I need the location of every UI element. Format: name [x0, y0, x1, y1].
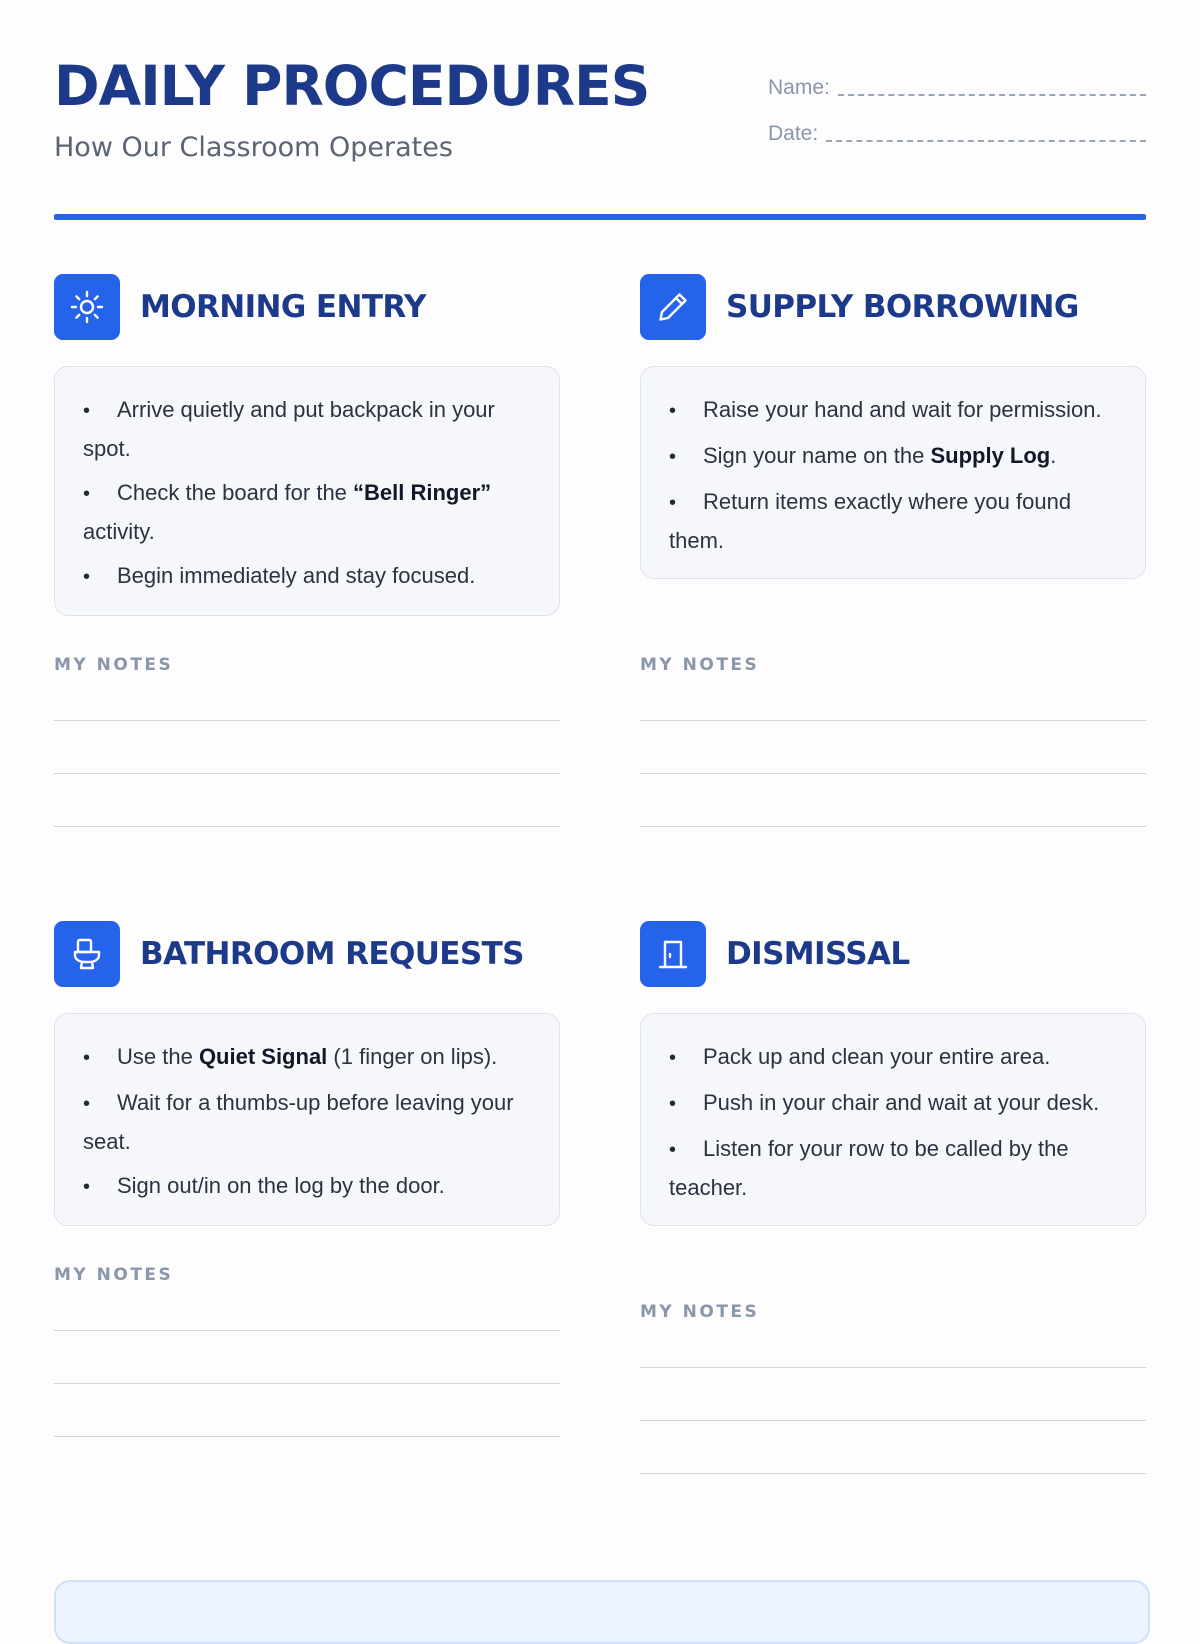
procedure-item: [669, 1038, 1119, 1077]
note-line[interactable]: [54, 1383, 560, 1384]
item-text: Check the board for the: [117, 480, 354, 505]
procedure-list: [83, 391, 533, 596]
section-title: DISMISSAL: [726, 936, 910, 972]
note-line[interactable]: [640, 826, 1146, 827]
date-label: Date:: [768, 122, 819, 145]
name-label: Name:: [768, 76, 830, 99]
item-text: Push in your chair and wait at your desk.: [703, 1090, 1100, 1115]
item-text: Listen for your row to be called by the teacher.: [669, 1136, 1069, 1200]
emphasized-text: Supply Log: [930, 443, 1051, 468]
date-blank-line[interactable]: [826, 140, 1146, 142]
date-field[interactable]: [768, 114, 1146, 148]
note-line[interactable]: [640, 773, 1146, 774]
notes-area: [640, 654, 1146, 834]
worksheet-header: [54, 52, 1146, 222]
notes-area: [54, 1264, 560, 1444]
procedure-list: [83, 1038, 533, 1206]
emphasized-text: Quiet Signal: [198, 1044, 328, 1069]
procedure-item: [83, 557, 533, 596]
toilet-icon: [54, 921, 120, 987]
item-text: (1 finger on lips).: [327, 1044, 498, 1069]
procedure-item: [669, 437, 1119, 476]
name-field[interactable]: [768, 68, 1146, 102]
notes-area: [640, 1301, 1146, 1481]
item-text: Pack up and clean your entire area.: [703, 1044, 1051, 1069]
section-header: [640, 921, 1146, 987]
note-line[interactable]: [640, 1473, 1146, 1474]
note-line[interactable]: [54, 1436, 560, 1437]
section-title: MORNING ENTRY: [140, 289, 426, 325]
item-text: Arrive quietly and put backpack in your spot.: [83, 397, 495, 461]
note-line[interactable]: [640, 1420, 1146, 1421]
procedure-item: [669, 483, 1119, 559]
item-text: Return items exactly where you found them.: [669, 489, 1072, 553]
procedure-card: [640, 1013, 1146, 1226]
procedure-item: [669, 1084, 1119, 1123]
note-line[interactable]: [54, 720, 560, 721]
notes-label: MY NOTES: [640, 655, 760, 675]
footer-card: [54, 1580, 1150, 1644]
item-text: Begin immediately and stay focused.: [117, 563, 476, 588]
name-blank-line[interactable]: [838, 94, 1146, 96]
page-subtitle: How Our Classroom Operates: [54, 132, 453, 163]
sun-icon: [54, 274, 120, 340]
procedure-list: [669, 1038, 1119, 1206]
item-text: Sign out/in on the log by the door.: [117, 1173, 445, 1198]
procedure-item: [669, 1130, 1119, 1206]
procedure-card: [640, 366, 1146, 579]
procedure-item: [669, 391, 1119, 430]
procedure-item: [83, 1038, 533, 1077]
notes-label: MY NOTES: [54, 1265, 174, 1285]
pencil-icon: [640, 274, 706, 340]
procedure-item: [83, 1167, 533, 1206]
section-header: [54, 921, 560, 987]
item-text: activity.: [83, 519, 155, 544]
item-text: Sign your name on the: [703, 443, 931, 468]
worksheet-page: [54, 0, 1146, 1600]
note-line[interactable]: [54, 826, 560, 827]
procedure-item: [83, 1084, 533, 1160]
note-line[interactable]: [54, 773, 560, 774]
section-header: [640, 274, 1146, 340]
procedure-item: [83, 391, 533, 467]
emphasized-text: “Bell Ringer”: [353, 480, 492, 505]
section-header: [54, 274, 560, 340]
page-title: DAILY PROCEDURES: [54, 54, 650, 118]
procedure-list: [669, 391, 1119, 559]
section-title: BATHROOM REQUESTS: [140, 936, 524, 972]
procedure-item: [83, 474, 533, 550]
procedure-card: [54, 1013, 560, 1226]
section-title: SUPPLY BORROWING: [726, 289, 1079, 325]
notes-label: MY NOTES: [54, 655, 174, 675]
note-line[interactable]: [640, 1367, 1146, 1368]
header-divider: [54, 214, 1146, 220]
notes-label: MY NOTES: [640, 1302, 760, 1322]
item-text: Use the: [117, 1044, 199, 1069]
item-text: Wait for a thumbs-up before leaving your seat.: [83, 1090, 514, 1154]
item-text: Raise your hand and wait for permission.: [703, 397, 1102, 422]
note-line[interactable]: [640, 720, 1146, 721]
procedure-card: [54, 366, 560, 616]
door-icon: [640, 921, 706, 987]
notes-area: [54, 654, 560, 834]
item-text: .: [1050, 443, 1057, 468]
note-line[interactable]: [54, 1330, 560, 1331]
